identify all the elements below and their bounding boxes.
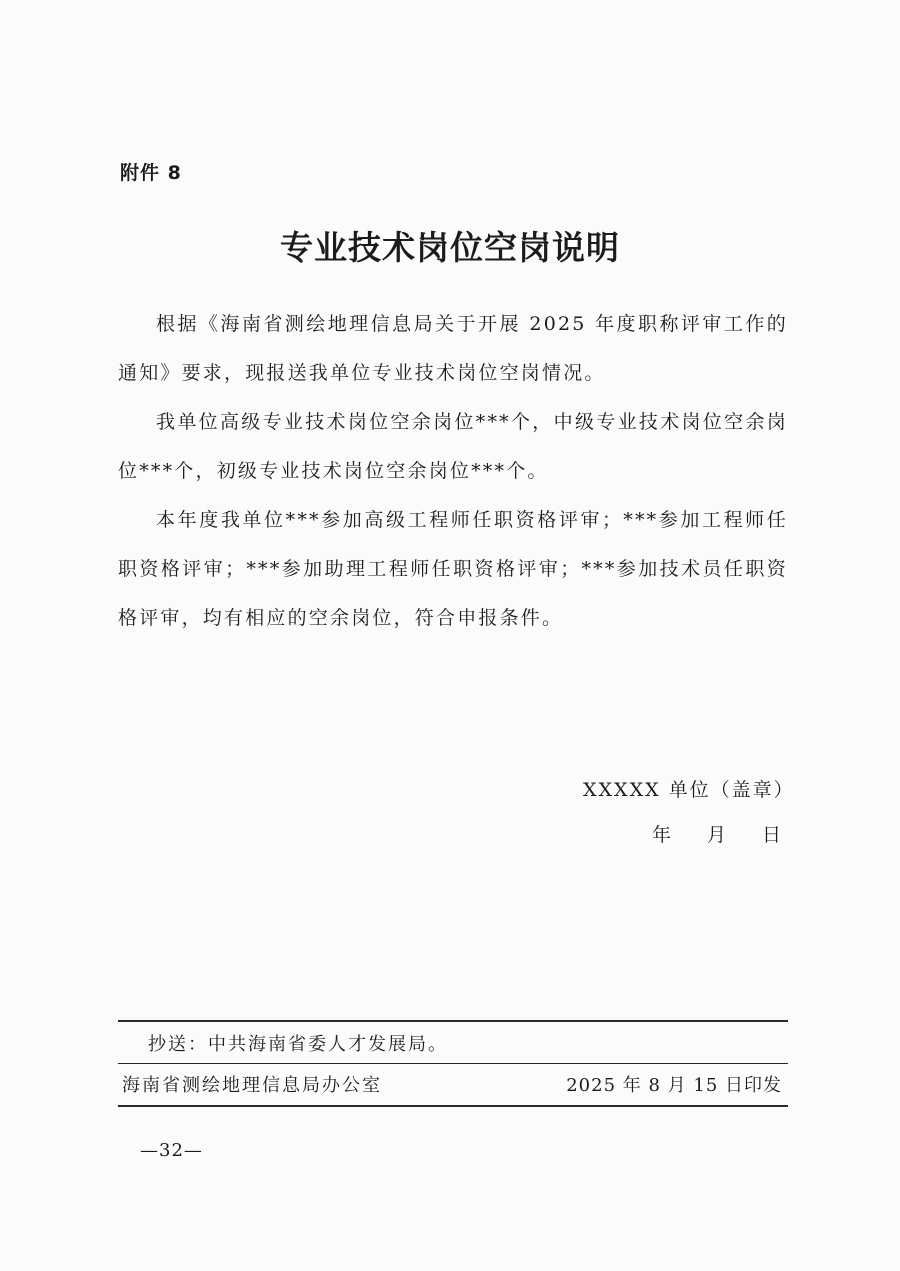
body-paragraph: 本年度我单位***参加高级工程师任职资格评审；***参加工程师任职资格评审；***参加助理工程师任职资格评审；***参加技术员任职资格评审，均有相应的空余岗位，符合申报条件。 [118,509,788,629]
signature-date-month: 月 [707,824,727,846]
issue-date: 2025 年 8 月 15 日印发 [566,1075,782,1096]
page-number: —32— [140,1140,203,1161]
issuer: 海南省测绘地理信息局办公室 [122,1075,382,1096]
body-paragraph: 根据《海南省测绘地理信息局关于开展 2025 年度职称评审工作的通知》要求，现报送我单位专业技术岗位空岗情况。 [118,313,788,384]
cc-line: 抄送：中共海南省委人才发展局。 [148,1034,448,1055]
signature-date [652,820,781,847]
footer-bottom-rule [118,1105,788,1107]
signature-date-year: 年 [652,824,672,846]
footer-middle-rule [118,1063,788,1064]
signature-date-day: 日 [762,824,782,846]
body-paragraph: 我单位高级专业技术岗位空余岗位***个，中级专业技术岗位空余岗位***个，初级专业技术岗位空余岗位***个。 [118,411,788,482]
footer-top-rule [118,1020,788,1022]
document-title: 专业技术岗位空岗说明 [280,228,620,267]
signature-unit: XXXXX 单位（盖章） [583,779,795,801]
attachment-label: 附件 8 [120,162,182,184]
